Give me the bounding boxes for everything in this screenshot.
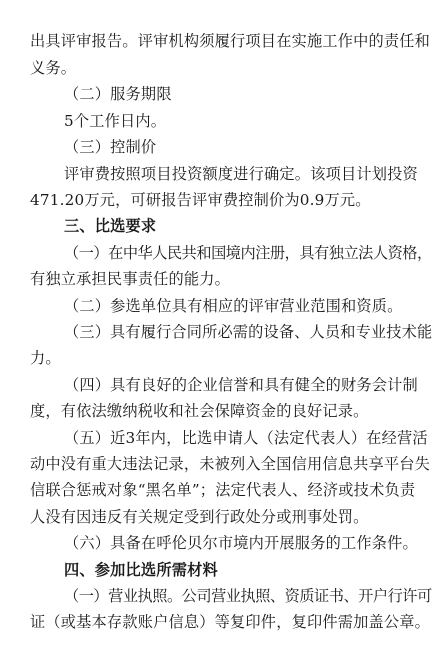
paragraph-line: （一）营业执照。公司营业执照、资质证书、开户行许可 [64, 587, 432, 605]
paragraph-line: 出具评审报告。评审机构须履行项目在实施工作中的责任和 [30, 32, 431, 50]
section-heading: 四、参加比选所需材料 [64, 561, 218, 579]
paragraph-line: 力。 [30, 349, 61, 367]
paragraph-line: 证（或基本存款账户信息）等复印件，复印件需加盖公章。 [30, 613, 431, 631]
paragraph-line: 信联合惩戒对象“黑名单”；法定代表人、经济或技术负责 [30, 481, 416, 499]
paragraph-line: （二）参选单位具有相应的评审营业范围和资质。 [64, 297, 403, 315]
paragraph-line: 有独立承担民事责任的能力。 [30, 270, 231, 288]
paragraph-line: 5个工作日内。 [64, 112, 167, 130]
paragraph-line: 义务。 [30, 59, 77, 77]
paragraph-line: 评审费按照项目投资额度进行确定。该项目计划投资 [64, 165, 418, 183]
paragraph-line: （一）在中华人民共和国境内注册，具有独立法人资格， [64, 244, 432, 262]
paragraph-line: （三）具有履行合同所必需的设备、人员和专业技术能 [64, 323, 433, 341]
section-heading: （二）服务期限 [64, 85, 172, 103]
paragraph-line: 471.20万元，可研报告评审费控制价为0.9万元。 [30, 191, 371, 209]
paragraph-line: （五）近3年内，比选申请人（法定代表人）在经营活 [64, 429, 428, 447]
paragraph-line: 人没有因违反有关规定受到行政处分或刑事处罚。 [30, 508, 369, 526]
paragraph-line: （四）具有良好的企业信誉和具有健全的财务会计制 [64, 376, 418, 394]
paragraph-line: （六）具备在呼伦贝尔市境内开展服务的工作条件。 [64, 534, 418, 552]
paragraph-line: 度，有依法缴纳税收和社会保障资金的良好记录。 [30, 402, 369, 420]
section-heading: （三）控制价 [64, 138, 157, 156]
section-heading: 三、比选要求 [64, 217, 157, 235]
paragraph-line: 动中没有重大违法记录，未被列入全国信用信息共享平台失 [30, 455, 431, 473]
